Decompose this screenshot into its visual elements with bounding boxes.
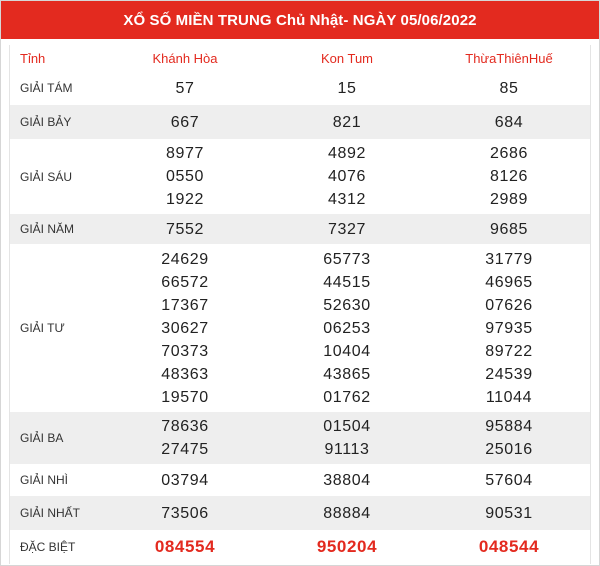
prize-number: 4076: [328, 168, 366, 185]
prize-number: 8126: [490, 168, 528, 185]
special-prize-number: 048544: [478, 537, 540, 556]
prize-number: 24629: [161, 250, 209, 268]
prize-cell: [104, 412, 266, 464]
prize-cell: [428, 105, 590, 139]
prize-number: 01762: [323, 388, 371, 406]
prize-number: 91113: [324, 441, 370, 458]
prize-cell: [266, 496, 428, 530]
prize-number: 57: [175, 79, 195, 97]
prize-cell: [104, 71, 266, 105]
prize-label: GIẢI TƯ: [20, 321, 65, 335]
prize-cell: [428, 139, 590, 214]
prize-number: 78636: [161, 418, 209, 435]
prize-number: 97935: [485, 319, 533, 337]
prize-number: 95884: [485, 418, 533, 435]
prize-number: 88884: [323, 504, 371, 522]
prize-number: 2989: [490, 191, 528, 208]
special-prize-number: 950204: [316, 537, 378, 556]
prize-cell: [428, 464, 590, 496]
prize-number: 73506: [161, 504, 209, 522]
prize-label: GIẢI NĂM: [10, 214, 104, 244]
prize-number: 0550: [166, 168, 204, 185]
header-khanh-hoa[interactable]: Khánh Hòa: [104, 45, 266, 71]
prize-number: 57604: [485, 471, 533, 489]
prize-row-giai-nam: [10, 214, 590, 244]
prize-cell: [104, 214, 266, 244]
prize-number: 684: [494, 113, 524, 131]
prize-number: 17367: [161, 296, 209, 314]
prize-number: 03794: [161, 471, 209, 489]
prize-cell: [266, 464, 428, 496]
prize-number: 1922: [166, 191, 204, 208]
prize-number: 19570: [161, 388, 209, 406]
prize-cell: [428, 412, 590, 464]
prize-number: 27475: [161, 441, 209, 458]
prize-cell: [104, 496, 266, 530]
prize-number: 90531: [485, 504, 533, 522]
prize-label: GIẢI TÁM: [20, 81, 73, 95]
prize-number: 667: [170, 113, 200, 131]
prize-number: 46965: [485, 273, 533, 291]
prize-row-giai-sau: [10, 139, 590, 214]
prize-cell: [266, 244, 428, 412]
prize-row-giai-tu: [10, 244, 590, 412]
prize-number: 48363: [161, 365, 209, 383]
prize-label: GIẢI SÁU: [20, 169, 73, 184]
results-table-container: [9, 45, 591, 564]
prize-cell: [428, 214, 590, 244]
prize-number: 89722: [485, 342, 533, 360]
table-header-row: [10, 45, 590, 71]
header-kon-tum[interactable]: Kon Tum: [266, 45, 428, 71]
page-title: XỔ SỐ MIỀN TRUNG Chủ Nhật- NGÀY 05/06/2022: [1, 1, 599, 39]
prize-label: ĐẶC BIỆT: [20, 540, 76, 554]
prize-number: 4892: [328, 145, 366, 162]
prize-cell: [266, 214, 428, 244]
prize-row-giai-nhat: [10, 496, 590, 530]
header-province: Tỉnh: [10, 45, 104, 71]
prize-number: 2686: [490, 145, 528, 162]
prize-cell: [104, 139, 266, 214]
prize-cell: [428, 71, 590, 105]
header-thua-thien-hue[interactable]: ThừaThiênHuế: [428, 45, 590, 71]
prize-number: 24539: [485, 365, 533, 383]
prize-cell: [266, 105, 428, 139]
prize-number: 9685: [490, 220, 528, 238]
prize-label: GIẢI NHÌ: [20, 473, 69, 487]
prize-number: 06253: [323, 319, 371, 337]
prize-number: 43865: [323, 365, 371, 383]
prize-number: 11044: [485, 388, 533, 406]
prize-label: GIẢI NHẤT: [10, 496, 104, 530]
prize-number: 07626: [485, 296, 533, 314]
prize-cell: [104, 105, 266, 139]
prize-cell: [428, 496, 590, 530]
prize-number: 85: [499, 79, 519, 97]
prize-number: 25016: [485, 441, 533, 458]
prize-number: 66572: [161, 273, 209, 291]
prize-number: 4312: [328, 191, 366, 208]
prize-cell: [428, 244, 590, 412]
prize-cell: [104, 244, 266, 412]
prize-row-dac-biet: [10, 530, 590, 564]
prize-cell: [104, 464, 266, 496]
prize-row-giai-tam: [10, 71, 590, 105]
prize-number: 7327: [328, 220, 366, 238]
prize-number: 821: [332, 113, 362, 131]
results-table: [10, 45, 590, 564]
prize-cell: [266, 139, 428, 214]
prize-number: 31779: [485, 250, 533, 268]
prize-number: 65773: [323, 250, 371, 268]
prize-number: 30627: [161, 319, 209, 337]
prize-number: 01504: [323, 418, 371, 435]
prize-cell: [266, 71, 428, 105]
prize-row-giai-ba: [10, 412, 590, 464]
prize-number: 44515: [323, 273, 371, 291]
special-prize-number: 084554: [154, 537, 216, 556]
prize-number: 52630: [323, 296, 371, 314]
prize-number: 8977: [166, 145, 204, 162]
prize-row-giai-bay: [10, 105, 590, 139]
prize-number: 15: [337, 79, 357, 97]
prize-number: 38804: [323, 471, 371, 489]
prize-cell: [266, 412, 428, 464]
prize-number: 70373: [161, 342, 209, 360]
prize-row-giai-nhi: [10, 464, 590, 496]
prize-number: 7552: [166, 220, 204, 238]
prize-number: 10404: [323, 342, 371, 360]
prize-label: GIẢI BA: [10, 412, 104, 464]
prize-label: GIẢI BẢY: [10, 105, 104, 139]
